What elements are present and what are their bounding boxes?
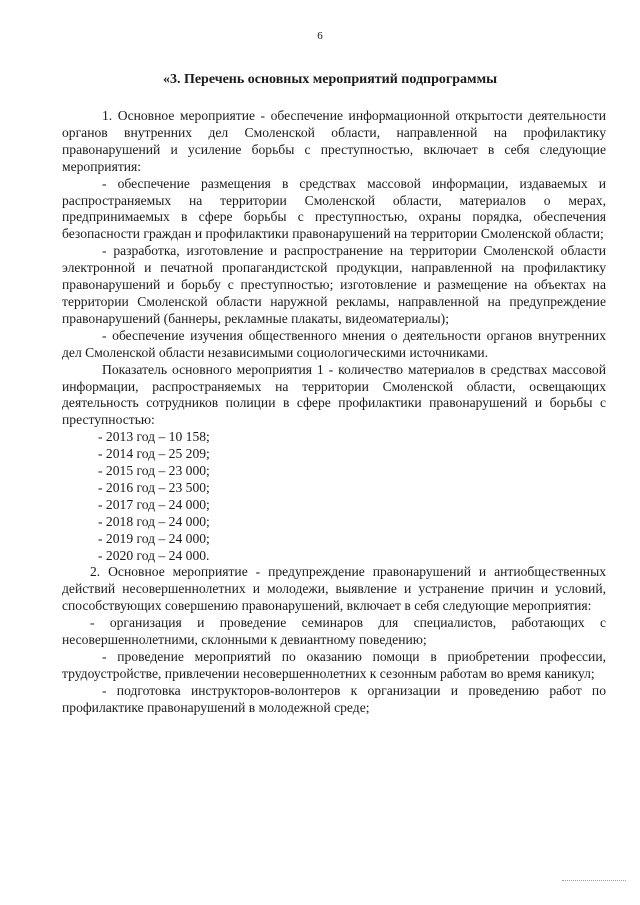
- indicator-list-item: - 2019 год – 24 000;: [98, 530, 210, 546]
- indicator-list-item: - 2018 год – 24 000;: [98, 513, 210, 529]
- indicator-list-item: - 2016 год – 23 500;: [98, 479, 210, 495]
- indicator-list-item: - 2017 год – 24 000;: [98, 496, 210, 512]
- indicator-list-item: - 2020 год – 24 000.: [98, 547, 210, 563]
- paragraph-activity-2-item-3: - подготовка инструкторов-волонтеров к организации и проведению работ по профилактике правонарушений в молодежной среде;: [62, 682, 606, 715]
- indicator-list-item: - 2015 год – 23 000;: [98, 463, 210, 479]
- scan-artifact-mark: [562, 880, 626, 883]
- indicator-list-item: - 2013 год – 10 158;: [98, 429, 210, 445]
- page-number: 6: [317, 30, 323, 42]
- paragraph-main-activity-2: 2. Основное мероприятие - предупреждение правонарушений и антиобщественных действий несовершеннолетних и молодежи, выявление и устранение причин и условий, способствующих совершению правонарушений, включает в себя следующие мероприятия:: [62, 564, 606, 614]
- paragraph-activity-2-item-2: - проведение мероприятий по оказанию помощи в приобретении профессии, трудоустройстве, привлечении несовершеннолетних к сезонным работам во время каникул;: [62, 649, 606, 681]
- paragraph-activity-1-item-1: - обеспечение размещения в средствах массовой информации, издаваемых и распространяемых на территории Смоленской области, материалов о мерах, предпринимаемых в сфере борьбы с преступностью, охраны порядка, обеспечения безопасности граждан и профилактики правонарушений на территории Смоленской области;: [62, 175, 606, 242]
- paragraph-indicator-1: Показатель основного мероприятия 1 - количество материалов в средствах массовой информации, распространяемых на территории Смоленской области, освещающих деятельность сотрудников полиции в сфере профилактики правонарушений и борьбы с преступностью:: [62, 361, 606, 428]
- paragraph-activity-1-item-2: - разработка, изготовление и распространение на территории Смоленской области электронной и печатной пропагандистской продукции, направленной на профилактику правонарушений и борьбу с преступностью; изготовление и размещение на объектах на территории Смоленской области наружной рекламы, направленной на предупреждение правонарушений (баннеры, рекламные плакаты, видеоматериалы);: [62, 243, 606, 326]
- section-heading: «3. Перечень основных мероприятий подпрограммы: [162, 72, 498, 87]
- paragraph-activity-1-item-3: - обеспечение изучения общественного мнения о деятельности органов внутренних дел Смоленской области независимыми социологическими источниками.: [62, 327, 606, 360]
- paragraph-main-activity-1: 1. Основное мероприятие - обеспечение информационной открытости деятельности органов внутренних дел Смоленской области, направленной на профилактику правонарушений и усиление борьбы с преступностью, включает в себя следующие мероприятия:: [62, 108, 606, 174]
- document-body: [62, 108, 606, 717]
- indicator-list-item: - 2014 год – 25 209;: [98, 446, 210, 462]
- paragraph-activity-2-item-1: - организация и проведение семинаров для специалистов, работающих с несовершеннолетними, склонными к девиантному поведению;: [62, 615, 606, 648]
